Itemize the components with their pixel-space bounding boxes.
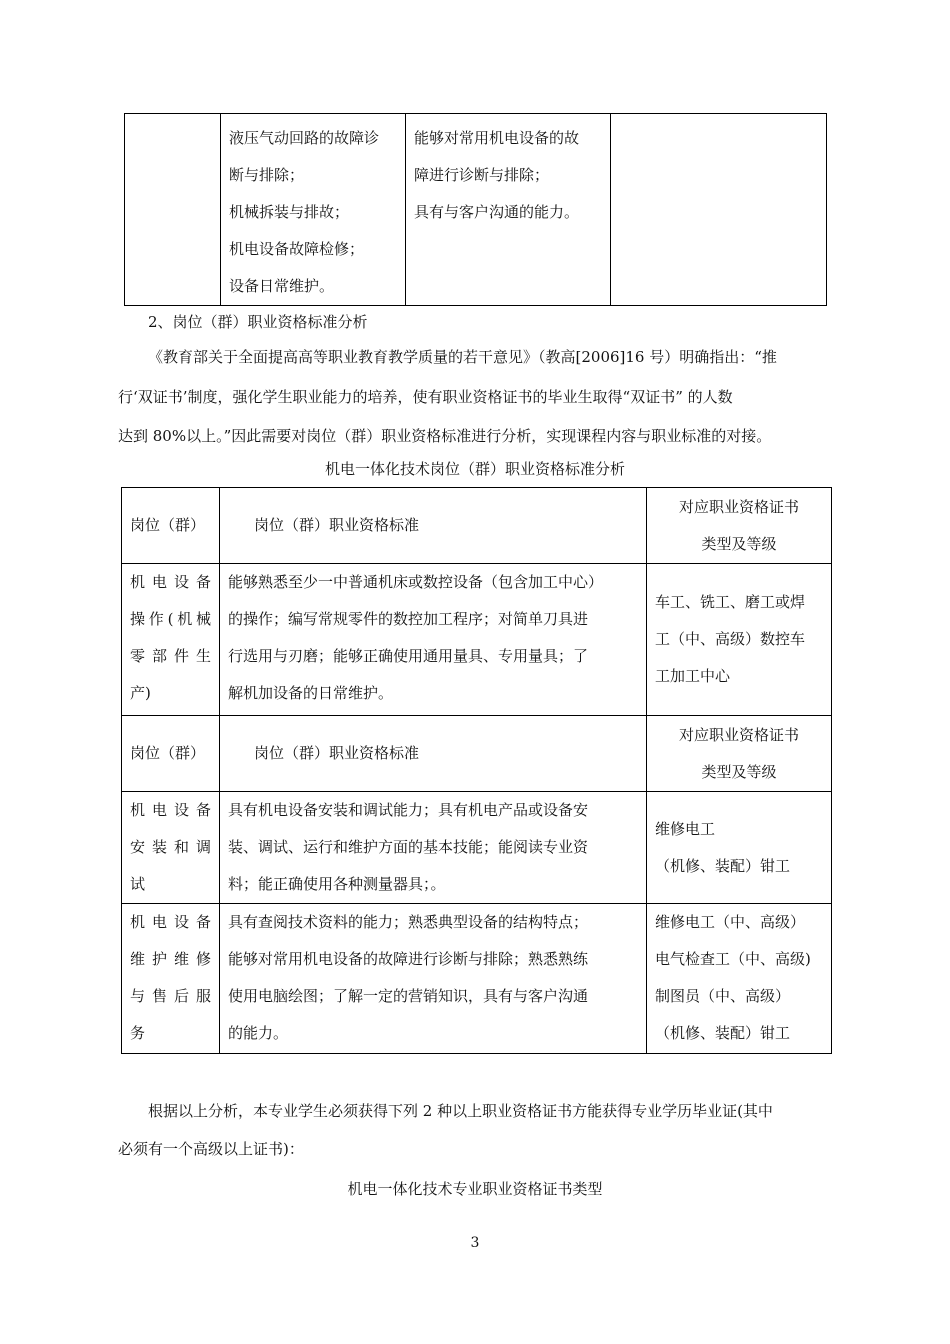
task-line: 液压气动回路的故障诊 — [229, 129, 380, 147]
header-position: 岗位（群） — [122, 716, 220, 792]
standard-line: 解机加设备的日常维护。 — [228, 684, 394, 702]
ability-line: 能够对常用机电设备的故 — [414, 129, 580, 147]
cert-line: （机修、装配）钳工 — [655, 856, 791, 875]
cert-line: 车工、铣工、磨工或焊 — [655, 593, 806, 611]
table-header-row — [122, 716, 832, 792]
standard-line: 使用电脑绘图；了解一定的营销知识，具有与客户沟通 — [228, 987, 589, 1005]
position-line: 零部件生 — [130, 647, 211, 665]
position-line: 与售后服 — [130, 987, 211, 1005]
cert-cell — [647, 564, 832, 716]
task-cell — [221, 114, 406, 306]
task-line: 机电设备故障检修； — [229, 240, 365, 258]
standard-line: 具有查阅技术资料的能力；熟悉典型设备的结构特点； — [228, 913, 589, 931]
ability-cell — [406, 114, 611, 306]
page-number: 3 — [470, 1235, 480, 1251]
header-position: 岗位（群） — [122, 488, 220, 564]
table-header-row — [122, 488, 832, 564]
conclusion-line-1: 根据以上分析，本专业学生必须获得下列 2 种以上职业资格证书方能获得专业学历毕业证(其中 — [148, 1102, 773, 1120]
table-row — [122, 792, 832, 904]
conclusion-line-2: 必须有一个高级以上证书)： — [118, 1140, 304, 1158]
standard-line: 能够熟悉至少一中普通机床或数控设备（包含加工中心） — [228, 573, 604, 591]
cert-line: 维修电工（中、高级） — [655, 913, 806, 931]
ability-line: 具有与客户沟通的能力。 — [414, 203, 580, 221]
position-line: 产) — [130, 684, 151, 702]
position-line: 试 — [130, 875, 146, 893]
position-line: 机电设备 — [130, 801, 211, 819]
table-row — [122, 564, 832, 716]
task-line: 设备日常维护。 — [229, 277, 335, 295]
next-table-title: 机电一体化技术专业职业资格证书类型 — [347, 1180, 603, 1198]
standard-cell — [220, 792, 647, 904]
ability-line: 障进行诊断与排除； — [414, 166, 550, 184]
position-line: 务 — [130, 1024, 146, 1042]
standard-line: 具有机电设备安装和调试能力；具有机电产品或设备安 — [228, 801, 589, 819]
header-cert-line: 对应职业资格证书 — [678, 725, 799, 744]
section-heading: 2、岗位（群）职业资格标准分析 — [148, 313, 368, 331]
position-cell — [122, 792, 220, 904]
cert-line: 电气检查工（中、高级) — [655, 950, 811, 968]
header-cert — [647, 488, 832, 564]
standard-line: 的能力。 — [228, 1024, 289, 1042]
standard-line: 装、调试、运行和维护方面的基本技能；能阅读专业资 — [228, 838, 589, 856]
standard-line: 料；能正确使用各种测量器具；。 — [228, 875, 446, 893]
standard-cell — [220, 904, 647, 1054]
task-line: 机械拆装与排故； — [229, 203, 350, 221]
position-cell — [122, 904, 220, 1054]
position-line: 操作(机械 — [130, 610, 211, 628]
intro-line-1: 《教育部关于全面提高高等职业教育教学质量的若干意见》（教高[2006]16 号）明确指出：“推 — [148, 348, 777, 366]
cert-cell — [647, 792, 832, 904]
table-title: 机电一体化技术岗位（群）职业资格标准分析 — [324, 460, 625, 478]
header-standard: 岗位（群）职业资格标准 — [220, 716, 647, 792]
header-cert-line: 类型及等级 — [701, 534, 777, 553]
qualification-table — [121, 487, 832, 1054]
cert-cell — [647, 904, 832, 1054]
cert-line: 维修电工 — [655, 819, 716, 838]
standard-line: 的操作；编写常规零件的数控加工程序；对简单刀具进 — [228, 610, 589, 628]
position-line: 机电设备 — [130, 913, 211, 931]
empty-cell — [125, 114, 221, 306]
cert-line: 工加工中心 — [655, 667, 731, 685]
position-cell — [122, 564, 220, 716]
header-cert — [647, 716, 832, 792]
position-line: 安装和调 — [130, 838, 211, 856]
header-standard: 岗位（群）职业资格标准 — [220, 488, 647, 564]
position-line: 维护维修 — [130, 950, 211, 968]
cert-line: 制图员（中、高级） — [655, 987, 791, 1005]
empty-cell — [611, 114, 827, 306]
cert-line: （机修、装配）钳工 — [655, 1024, 791, 1042]
header-cert-line: 对应职业资格证书 — [678, 497, 799, 516]
table-row — [122, 904, 832, 1054]
standard-line: 行选用与刃磨；能够正确使用通用量具、专用量具；了 — [228, 647, 589, 665]
task-line: 断与排除； — [229, 166, 305, 184]
standard-line: 能够对常用机电设备的故障进行诊断与排除；熟悉熟练 — [228, 950, 589, 968]
position-line: 机电设备 — [130, 573, 211, 591]
intro-line-3: 达到 80%以上。”因此需要对岗位（群）职业资格标准进行分析，实现课程内容与职业标准的对接。 — [118, 427, 772, 445]
cert-line: 工（中、高级）数控车 — [655, 630, 806, 648]
continuation-table — [124, 113, 827, 306]
standard-cell — [220, 564, 647, 716]
intro-line-2: 行‘双证书’制度，强化学生职业能力的培养，使有职业资格证书的毕业生取得“双证书” 的人数 — [118, 388, 733, 406]
header-cert-line: 类型及等级 — [701, 762, 777, 781]
